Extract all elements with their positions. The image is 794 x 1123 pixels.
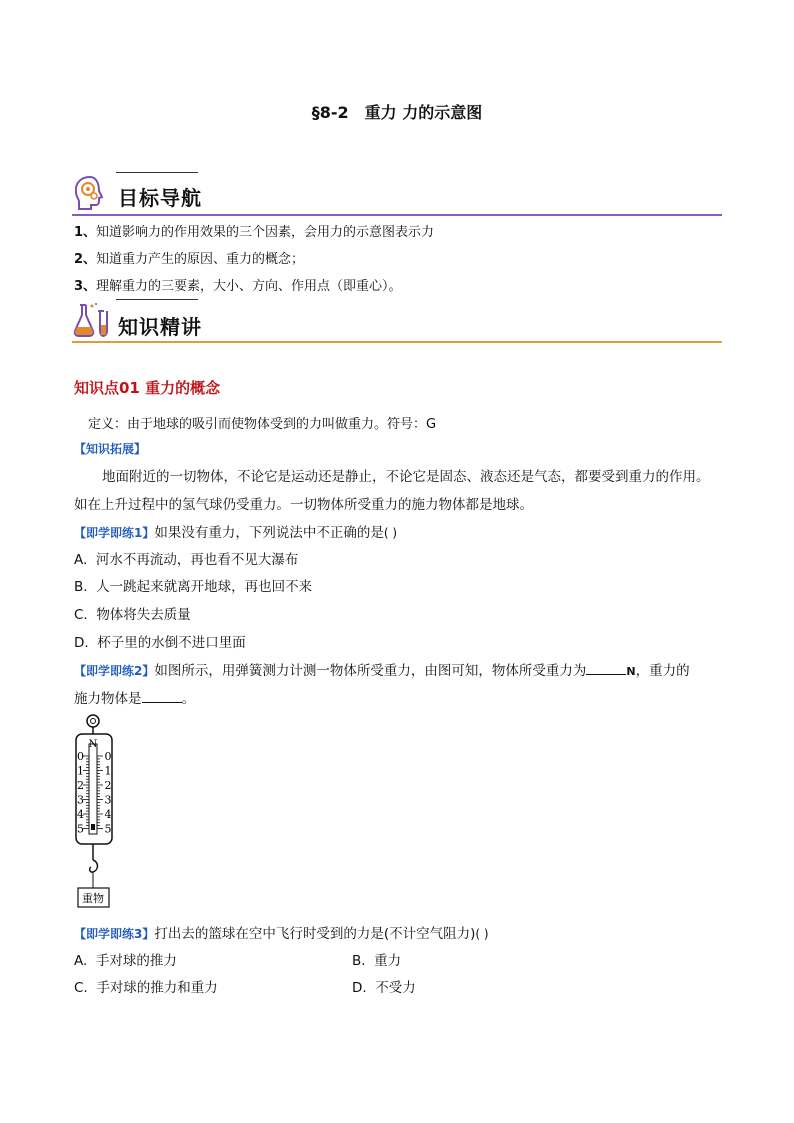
option-c[interactable]: C. 手对球的推力和重力 bbox=[74, 980, 218, 996]
page-title: §8-2 重力 力的示意图 bbox=[311, 103, 483, 122]
section-header-knowledge bbox=[72, 299, 722, 343]
left-scale-number-1: 1 bbox=[77, 764, 84, 778]
objective-item: 1、知道影响力的作用效果的三个因素，会用力的示意图表示力 bbox=[74, 225, 435, 240]
weight-label: 重物 bbox=[82, 892, 104, 905]
answer-blank[interactable] bbox=[586, 662, 626, 675]
question-tag: 【即学即练3】 bbox=[74, 927, 155, 941]
left-scale-number-3: 3 bbox=[77, 793, 84, 807]
left-scale-number-4: 4 bbox=[77, 808, 84, 821]
header-top-line bbox=[116, 172, 198, 173]
option-a[interactable]: A. 手对球的推力 bbox=[74, 953, 177, 969]
scale-unit-label: N bbox=[88, 739, 98, 750]
extension-text-line2: 如在上升过程中的氢气球仍受重力。一切物体所受重力的施力物体都是地球。 bbox=[74, 497, 533, 513]
section-header-objectives bbox=[72, 172, 722, 216]
section-title: 目标导航 bbox=[118, 186, 202, 210]
lab-flasks-icon bbox=[72, 301, 110, 339]
right-scale-number-4: 4 bbox=[104, 808, 112, 821]
question-tag: 【即学即练1】 bbox=[74, 526, 155, 540]
spring-scale-figure bbox=[72, 712, 124, 910]
knowledge-point-title: 知识点01 重力的概念 bbox=[74, 379, 221, 397]
left-scale-number-5: 5 bbox=[77, 822, 84, 836]
objective-item: 3、理解重力的三要素，大小、方向、作用点（即重心）。 bbox=[74, 279, 402, 294]
extension-tag: 【知识拓展】 bbox=[74, 442, 147, 456]
header-top-line bbox=[116, 299, 198, 300]
option-d[interactable]: D. 杯子里的水倒不进口里面 bbox=[74, 635, 246, 651]
question-2-stem-cont: 施力物体是 。 bbox=[74, 691, 195, 707]
right-scale-number-0: 0 bbox=[104, 750, 112, 763]
answer-blank[interactable] bbox=[142, 690, 182, 703]
option-c[interactable]: C. 物体将失去质量 bbox=[74, 607, 191, 623]
right-scale-number-1: 1 bbox=[104, 764, 112, 778]
head-gears-icon bbox=[72, 174, 108, 212]
objective-item: 2、知道重力产生的原因、重力的概念； bbox=[74, 252, 305, 267]
question-1-stem: 【即学即练1】如果没有重力，下列说法中不正确的是( ) bbox=[74, 525, 398, 541]
option-b[interactable]: B. 重力 bbox=[352, 953, 402, 969]
extension-text-line1: 地面附近的一切物体，不论它是运动还是静止，不论它是固态、液态还是气态，都要受到重力的作用。 bbox=[102, 469, 710, 485]
right-scale-number-2: 2 bbox=[104, 779, 112, 792]
option-b[interactable]: B. 人一跳起来就离开地球，再也回不来 bbox=[74, 579, 313, 595]
definition-text: 定义：由于地球的吸引而使物体受到的力叫做重力。符号：G bbox=[88, 417, 437, 432]
right-scale-number-3: 3 bbox=[104, 793, 112, 807]
right-scale-number-5: 5 bbox=[104, 822, 112, 836]
left-scale-number-0: 0 bbox=[77, 750, 84, 763]
option-a[interactable]: A. 河水不再流动，再也看不见大瀑布 bbox=[74, 552, 299, 568]
section-rule bbox=[72, 341, 722, 343]
question-3-stem: 【即学即练3】打出去的篮球在空中飞行时受到的力是(不计空气阻力)( ) bbox=[74, 926, 489, 942]
section-title: 知识精讲 bbox=[118, 315, 202, 339]
question-2-stem: 【即学即练2】如图所示，用弹簧测力计测一物体所受重力，由图可知，物体所受重力为 N，重力的 bbox=[74, 663, 690, 679]
left-scale-number-2: 2 bbox=[77, 779, 84, 792]
option-d[interactable]: D. 不受力 bbox=[352, 980, 416, 996]
question-tag: 【即学即练2】 bbox=[74, 664, 155, 678]
section-rule bbox=[72, 214, 722, 216]
